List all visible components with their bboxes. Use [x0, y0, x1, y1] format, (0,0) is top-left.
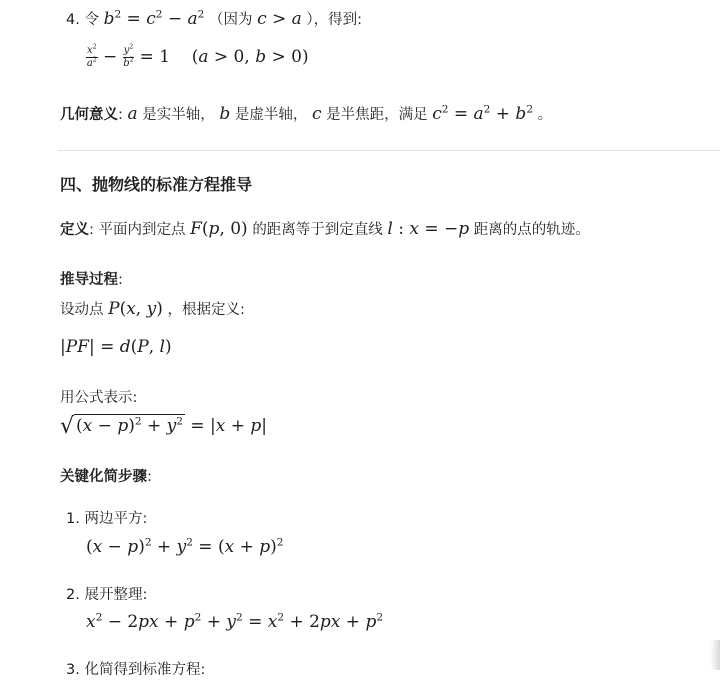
item-4-prefix: 令 — [84, 12, 99, 28]
step-2-title — [66, 583, 147, 604]
step-1-equation: $(x - p)^2 + y^2 = (x + p)^2$ — [86, 536, 284, 557]
item-4-note-open: （因为 — [208, 12, 253, 28]
a-description: 是实半轴， — [142, 107, 215, 123]
minus-sign: − — [102, 47, 118, 67]
fraction-x-over-a: $\frac{x^2}{a^2}$ — [86, 43, 97, 69]
step-title: 化简得到标准方程: — [84, 662, 206, 678]
definition-text-2: 的距离等于到定直线 — [252, 222, 383, 238]
step-1-title — [66, 507, 147, 528]
list-number: 2. — [66, 587, 80, 603]
item-4-note-close: ），得到: — [306, 12, 363, 28]
equation-rest: = 1 (a > 0, b > 0) — [139, 47, 309, 67]
formula-label: 用公式表示: — [60, 390, 138, 406]
relation-formula: $c^2 = a^2 + b^2$ — [432, 103, 534, 124]
derivation-line-1 — [60, 298, 245, 319]
geometry-colon: : — [118, 107, 123, 123]
focus-point: F(p, 0) — [190, 219, 248, 239]
directrix: l : x = −p — [387, 219, 470, 239]
definition-line — [60, 218, 590, 239]
distance-equation: |PF| = d(P, l) — [60, 337, 172, 357]
item-4-line — [66, 8, 362, 29]
derivation-label: 推导过程: — [60, 272, 123, 288]
item-4-math-condition: c > a — [257, 9, 302, 29]
definition-text-1: : 平面内到定点 — [89, 222, 186, 238]
step-title: 两边平方: — [84, 511, 148, 527]
c-description: 是半焦距，满足 — [326, 107, 428, 123]
step-2-equation: $x^2 - 2px + p^2 + y^2 = x^2 + 2px + p^2$ — [86, 611, 384, 632]
fraction-y-over-b: $\frac{y^2}{b^2}$ — [123, 43, 134, 69]
section-divider — [58, 150, 720, 151]
list-number: 3. — [66, 662, 80, 678]
sqrt-equation — [60, 414, 267, 439]
sqrt-expression: √ $(x - p)^2 + y^2$ — [60, 414, 183, 439]
simplify-label: 关键化简步骤: — [60, 469, 152, 485]
list-number: 4. — [66, 12, 80, 28]
var-c: c — [311, 104, 322, 124]
definition-label: 定义 — [60, 222, 89, 238]
definition-text-3: 距离的点的轨迹。 — [473, 222, 590, 238]
step-title: 展开整理: — [84, 587, 148, 603]
scroll-edge-shadow — [710, 640, 720, 670]
derivation-text: 设动点 — [60, 302, 104, 318]
step-3-title — [66, 658, 205, 679]
var-b: b — [219, 104, 231, 124]
moving-point: P(x, y) — [108, 299, 163, 319]
derivation-text-end: ，根据定义: — [167, 302, 245, 318]
sqrt-rest: = |x + p| — [190, 416, 268, 436]
hyperbola-equation — [86, 43, 309, 69]
geometry-label: 几何意义 — [60, 107, 118, 123]
section-heading: 四、抛物线的标准方程推导 — [60, 175, 253, 194]
b-description: 是虚半轴， — [234, 107, 308, 123]
var-a: a — [127, 104, 138, 124]
geometry-meaning-line — [60, 103, 552, 124]
sentence-end: 。 — [537, 107, 553, 123]
list-number: 1. — [66, 511, 80, 527]
item-4-math-relation: $b^2 = c^2 - a^2$ — [103, 8, 205, 29]
